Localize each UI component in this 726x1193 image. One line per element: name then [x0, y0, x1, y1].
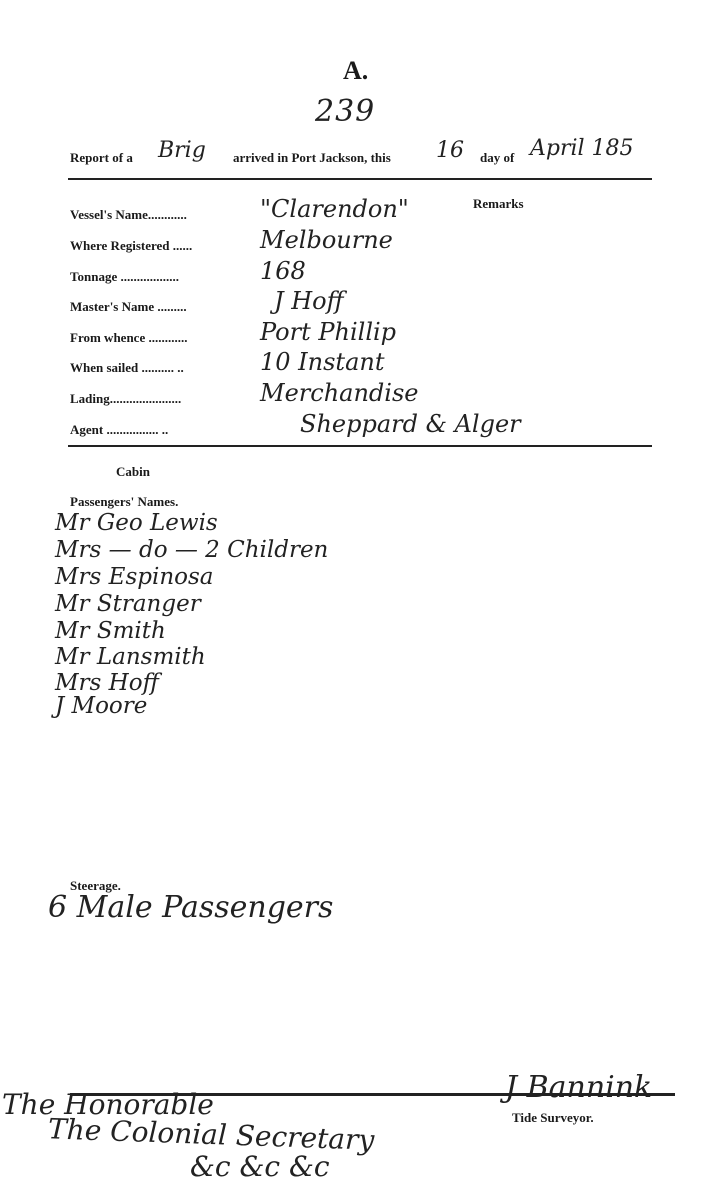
passengers-label: Passengers' Names.	[70, 494, 179, 509]
field-label: Tonnage ..................	[70, 269, 179, 284]
addressee-line-1: The Honorable	[2, 1088, 214, 1121]
surveyor-title: Tide Surveyor.	[512, 1110, 594, 1125]
field-value: "Clarendon"	[260, 195, 409, 223]
passenger-entry: Mrs Espinosa	[55, 564, 214, 590]
passenger-entry: Mrs Hoff	[55, 670, 159, 696]
field-value: Melbourne	[260, 226, 393, 254]
report-prefix: Report of a	[70, 150, 133, 165]
field-vessel-name	[70, 197, 630, 227]
field-label: Agent ................ ..	[70, 422, 169, 437]
field-label: When sailed .......... ..	[70, 360, 184, 375]
vessel-type: Brig	[158, 138, 206, 163]
field-value: Sheppard & Alger	[300, 410, 521, 438]
divider-middle	[68, 445, 652, 447]
field-from-whence	[70, 320, 630, 350]
passenger-entry: Mr Geo Lewis	[55, 510, 218, 536]
field-value: 168	[260, 257, 306, 285]
addressee-line-2: The Colonial Secretary	[47, 1112, 375, 1157]
field-label: Master's Name .........	[70, 299, 187, 314]
divider-top	[68, 178, 652, 180]
field-label: Vessel's Name............	[70, 207, 187, 222]
field-value: Merchandise	[260, 379, 419, 407]
passenger-entry: Mrs — do — 2 Children	[55, 537, 329, 563]
day-of-text: day of	[480, 150, 515, 165]
field-tonnage	[70, 259, 630, 289]
field-label: From whence ............	[70, 330, 188, 345]
arrival-month-year: April 185	[530, 136, 634, 161]
passenger-entry: Mr Lansmith	[55, 644, 206, 670]
report-line	[70, 136, 690, 170]
form-letter: A.	[343, 56, 369, 85]
field-value: 10 Instant	[260, 348, 385, 376]
field-value: J Hoff	[274, 287, 344, 315]
field-value: Port Phillip	[260, 318, 397, 346]
field-label: Where Registered ......	[70, 238, 193, 253]
field-where-registered	[70, 228, 630, 258]
addressee-line-3: &c &c &c	[190, 1150, 330, 1183]
cabin-label: Cabin	[116, 464, 150, 479]
passenger-entry: J Moore	[55, 693, 148, 719]
report-number: 239	[315, 94, 376, 129]
steerage-label: Steerage.	[70, 878, 121, 893]
field-when-sailed	[70, 350, 630, 380]
passenger-entry: Mr Smith	[55, 618, 166, 644]
field-master-name	[70, 289, 630, 319]
arrival-day: 16	[436, 138, 464, 163]
arrived-text: arrived in Port Jackson, this	[233, 150, 391, 165]
field-label: Lading......................	[70, 391, 182, 406]
steerage-value: 6 Male Passengers	[48, 890, 334, 925]
field-lading	[70, 381, 630, 411]
surveyor-signature: J Bannink	[505, 1070, 653, 1105]
remarks-label: Remarks	[473, 196, 524, 211]
field-agent	[70, 412, 630, 442]
passenger-entry: Mr Stranger	[55, 591, 201, 617]
